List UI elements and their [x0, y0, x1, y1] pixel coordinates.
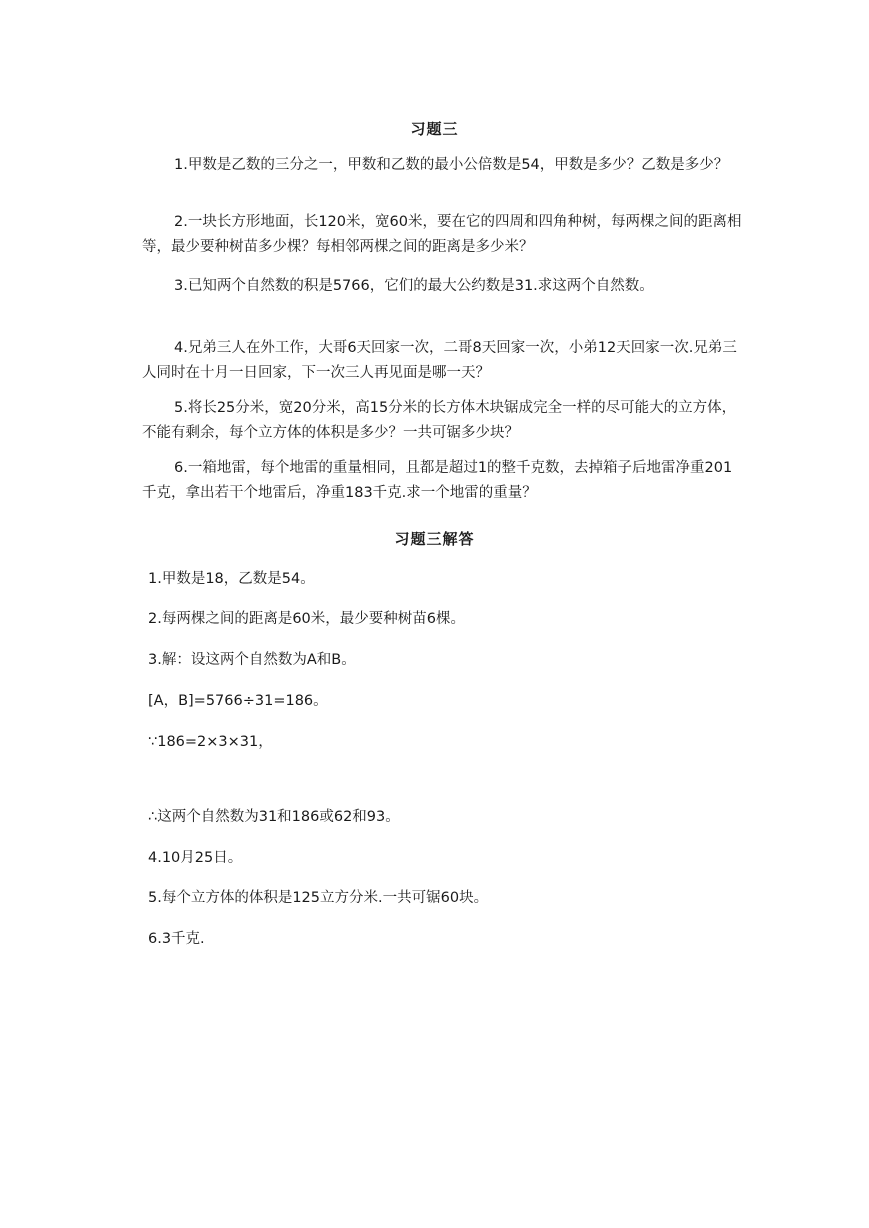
- answer-line-2: 2.每两棵之间的距离是60米，最少要种树苗6棵。: [148, 611, 466, 627]
- answer-line-1: 1.甲数是18，乙数是54。: [148, 571, 315, 587]
- answers-title: 习题三解答: [394, 530, 475, 548]
- problem-1: 1.甲数是乙数的三分之一，甲数和乙数的最小公倍数是54，甲数是多少？乙数是多少？: [174, 157, 729, 173]
- problem-4: 4.兄弟三人在外工作，大哥6天回家一次，二哥8天回家一次，小弟12天回家一次.兄弟三人同时在十月一日回家，下一次三人再见面是哪一天？: [142, 340, 737, 381]
- problem-6: 6.一箱地雷，每个地雷的重量相同，且都是超过1的整千克数，去掉箱子后地雷净重201千克，拿出若干个地雷后，净重183千克.求一个地雷的重量？: [142, 460, 733, 501]
- answer-line-3: 3.解：设这两个自然数为A和B。: [148, 652, 356, 668]
- answer-line-9: 6.3千克.: [148, 931, 205, 947]
- problem-5: 5.将长25分米，宽20分米，高15分米的长方体木块锯成完全一样的尽可能大的立方体，不能有剩余，每个立方体的体积是多少？一共可锯多少块？: [142, 400, 737, 441]
- exercise-title: 习题三: [410, 120, 459, 138]
- answer-line-7: 4.10月25日。: [148, 850, 243, 866]
- problem-3: 3.已知两个自然数的积是5766，它们的最大公约数是31.求这两个自然数。: [174, 278, 654, 294]
- answer-line-8: 5.每个立方体的体积是125立方分米.一共可锯60块。: [148, 890, 489, 906]
- answer-line-5: ∵186=2×3×31，: [148, 734, 273, 750]
- answer-line-4: [A，B]=5766÷31=186。: [148, 693, 328, 709]
- problem-2: 2.一块长方形地面，长120米，宽60米，要在它的四周和四角种树，每两棵之间的距离相等，最少要种树苗多少棵？每相邻两棵之间的距离是多少米？: [142, 214, 742, 255]
- answer-line-6: ∴这两个自然数为31和186或62和93。: [148, 809, 400, 825]
